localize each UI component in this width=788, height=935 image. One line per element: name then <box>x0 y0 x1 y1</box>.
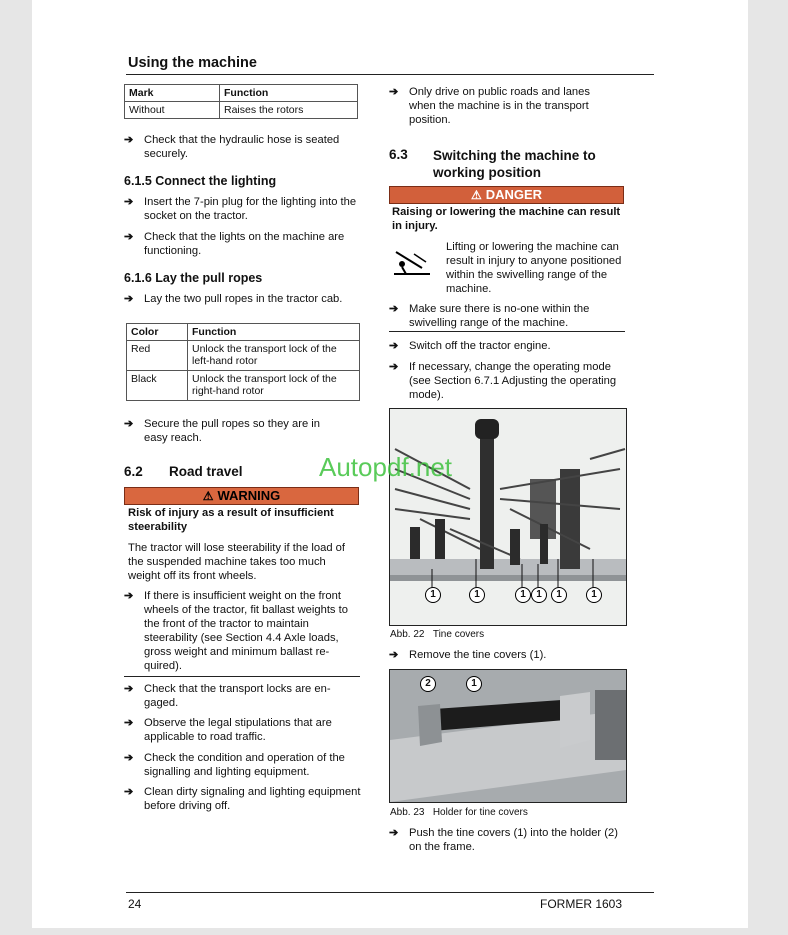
arrow-right-icon: ➔ <box>124 134 134 146</box>
arrow-right-icon: ➔ <box>124 293 134 305</box>
callout-1: 1 <box>586 587 602 603</box>
arrow-right-icon: ➔ <box>124 683 134 695</box>
heading-6-3-number: 6.3 <box>389 147 408 162</box>
table-cell: Unlock the transport lock of the left-hand rotor <box>188 341 360 371</box>
figure-23-caption: Abb. 23 Holder for tine covers <box>390 807 528 818</box>
arrow-right-icon: ➔ <box>389 303 399 315</box>
crush-hazard-icon <box>392 248 432 278</box>
arrow-right-icon: ➔ <box>124 590 134 602</box>
warning-end-rule <box>124 676 360 677</box>
callout-1: 1 <box>425 587 441 603</box>
table-header: Mark <box>125 85 220 102</box>
callout-2: 2 <box>420 676 436 692</box>
arrow-right-icon: ➔ <box>389 361 399 373</box>
danger-text: Lifting or lowering the machine can result in injury to anyone positioned within the swivelling range of the machine. <box>446 241 622 295</box>
warning-triangle-icon: ⚠ <box>202 489 214 503</box>
arrow-right-icon: ➔ <box>389 827 399 839</box>
arrow-right-icon: ➔ <box>124 196 134 208</box>
arrow-right-icon: ➔ <box>124 752 134 764</box>
arrow-right-icon: ➔ <box>124 717 134 729</box>
danger-end-rule <box>389 331 625 332</box>
heading-6-3-title: Switching the machine to working position <box>433 148 596 180</box>
warning-text: The tractor will lose steerability if the load of the suspended machine takes too much weight off its front wheels. <box>128 542 346 582</box>
pull-rope-table <box>126 323 360 401</box>
callout-1: 1 <box>531 587 547 603</box>
table-header: Function <box>220 85 358 102</box>
table-cell: Unlock the transport lock of the right-hand rotor <box>188 371 360 401</box>
arrow-right-icon: ➔ <box>124 231 134 243</box>
table-cell: Black <box>127 371 188 401</box>
arrow-right-icon: ➔ <box>389 86 399 98</box>
callout-1: 1 <box>551 587 567 603</box>
danger-banner: ⚠ DANGER <box>389 186 624 204</box>
callout-1: 1 <box>515 587 531 603</box>
warning-title: Risk of injury as a result of insufficient steerability <box>128 507 334 533</box>
figure-22-caption: Abb. 22 Tine covers <box>390 629 485 640</box>
table-header: Function <box>188 324 360 341</box>
figure-holder-tine-covers <box>389 669 627 803</box>
footer-rule <box>126 892 654 893</box>
section-title: Using the machine <box>128 55 257 71</box>
heading-6-2-number: 6.2 <box>124 464 143 479</box>
arrow-right-icon: ➔ <box>389 649 399 661</box>
arrow-right-icon: ➔ <box>124 786 134 798</box>
danger-title: Raising or lowering the machine can result in injury. <box>392 206 621 232</box>
title-rule <box>126 74 654 75</box>
arrow-right-icon: ➔ <box>389 340 399 352</box>
hydraulic-marking-table <box>124 84 358 119</box>
figure-tine-covers <box>389 408 627 626</box>
callout-1: 1 <box>469 587 485 603</box>
table-cell: Without <box>125 102 220 119</box>
table-header: Color <box>127 324 188 341</box>
heading-6-2-title: Road travel <box>169 464 243 479</box>
table-cell: Red <box>127 341 188 371</box>
document-page: Using the machine Mark Function Without Raises the rotors ➔ Check that the hydraulic hose is seated securely. 6.1.5 Connect the lighting ➔ Insert the 7-pin plug for the lighting into the socket on the tractor. ➔ Check that the lights on the machine are functioning. 6.1.6 Lay the pull ropes ➔ Lay the two pull ropes in the tractor cab. Color Function Red Unlock the transport lock of the left-hand rotor Black Unlock the transport lock of the right-hand rotor ➔ Secure the pull ropes so they are in easy reach. 6.2 Road travel ⚠ WARNING Risk of injury as a result of insufficient steerability The tractor will lose steerability if the load of the suspended machine takes too much weight off its front wheels. ➔ If there is insufficient weight on the front wheels of the tractor, fit ballast weights to the front of the tractor to maintain steerability (see Section 4.4 Axle loads, gross weight and minimum ballast re-quired). ➔ Check that the transport locks are en-gaged. ➔ Observe the legal stipulations that are applicable to road traffic. ➔ Check the condition and operation of the signalling and lighting equipment. ➔ Clean dirty signaling and lighting equipment before driving off. ➔ Only drive on public roads and lanes when the machine is in the transport position. 6.3 Switching the machine to working position ⚠ DANGER Raising or lowering the machine can result in injury. Lifting or lowering the machine can result in injury to anyone positioned within the swivelling range of the machine. ➔ Make sure there is no-one within the swivelling range of the machine. ➔ Switch off the tractor engine. ➔ If necessary, change the operating mode (see Section 6.7.1 Adjusting the operating mode). 1 1 1 1 1 1 Abb. 22 Tine covers ➔ Remove the tine covers (1). 2 1 Abb. 23 Holder for tine covers ➔ Push the tine covers (1) into the holder (2) on the frame. 24 FORMER 1603 Autopdf.net <box>32 0 748 928</box>
watermark: Autopdf.net <box>319 452 452 482</box>
table-cell: Raises the rotors <box>220 102 358 119</box>
heading-6-1-6: 6.1.6 Lay the pull ropes <box>124 271 263 285</box>
warning-triangle-icon: ⚠ <box>470 188 482 202</box>
arrow-right-icon: ➔ <box>124 418 134 430</box>
warning-banner: ⚠ WARNING <box>124 487 359 505</box>
product-name: FORMER 1603 <box>540 897 623 911</box>
page-number: 24 <box>128 897 142 911</box>
callout-1: 1 <box>466 676 482 692</box>
heading-6-1-5: 6.1.5 Connect the lighting <box>124 174 277 188</box>
